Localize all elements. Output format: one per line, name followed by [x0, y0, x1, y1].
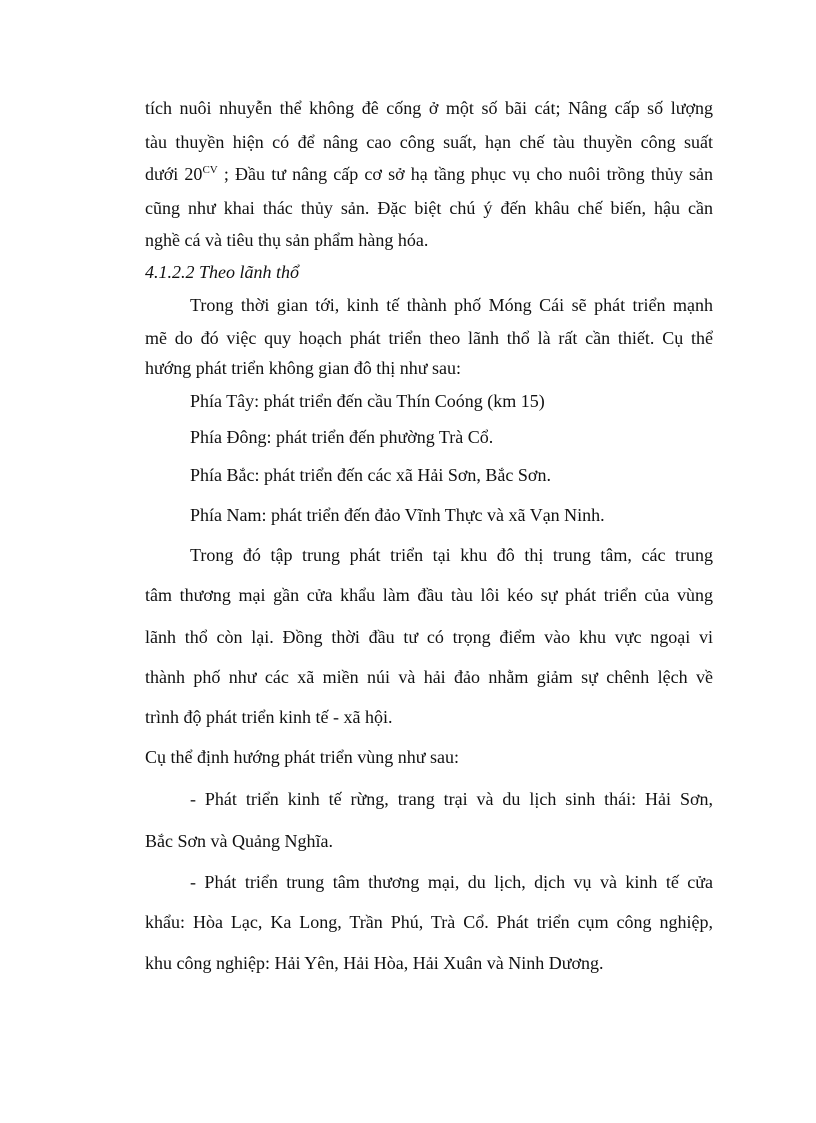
- paragraph-line: Trong đó tập trung phát triển tại khu đô thị trung tâm, các trung: [190, 545, 713, 565]
- text-span: ; Đầu tư nâng cấp cơ sở hạ tầng phục vụ cho nuôi trồng thủy sản: [217, 164, 713, 184]
- paragraph-line: tâm thương mại gần cửa khẩu làm đầu tàu lôi kéo sự phát triển của vùng: [145, 585, 713, 605]
- direction-item: Phía Đông: phát triển đến phường Trà Cổ.: [190, 427, 494, 447]
- paragraph-line: hướng phát triển không gian đô thị như sau:: [145, 358, 461, 378]
- bullet-line: Bắc Sơn và Quảng Nghĩa.: [145, 831, 333, 851]
- paragraph-line: trình độ phát triển kinh tế - xã hội.: [145, 707, 393, 727]
- paragraph-line: tích nuôi nhuyễn thể không đê cống ở một số bãi cát; Nâng cấp số lượng: [145, 98, 713, 118]
- paragraph-line: thành phố như các xã miền núi và hải đảo nhằm giảm sự chênh lệch về: [145, 667, 713, 687]
- paragraph-line: [145, 162, 713, 186]
- bullet-line: khu công nghiệp: Hải Yên, Hải Hòa, Hải Xuân và Ninh Dương.: [145, 953, 604, 973]
- paragraph-line: Cụ thể định hướng phát triển vùng như sau:: [145, 747, 459, 767]
- paragraph-line: lãnh thổ còn lại. Đồng thời đầu tư có trọng điểm vào khu vực ngoại vi: [145, 627, 713, 647]
- paragraph-line: Trong thời gian tới, kinh tế thành phố Móng Cái sẽ phát triển mạnh: [190, 295, 713, 315]
- bullet-line: khẩu: Hòa Lạc, Ka Long, Trần Phú, Trà Cổ. Phát triển cụm công nghiệp,: [145, 912, 713, 932]
- paragraph-line: mẽ do đó việc quy hoạch phát triển theo lãnh thổ là rất cần thiết. Cụ thể: [145, 328, 713, 348]
- direction-item: Phía Nam: phát triển đến đảo Vĩnh Thực và xã Vạn Ninh.: [190, 505, 605, 525]
- paragraph-line: nghề cá và tiêu thụ sản phẩm hàng hóa.: [145, 230, 429, 250]
- section-heading: 4.1.2.2 Theo lãnh thổ: [145, 262, 300, 282]
- paragraph-line: tàu thuyền hiện có để nâng cao công suất, hạn chế tàu thuyền công suất: [145, 132, 713, 152]
- text-span: dưới 20: [145, 164, 203, 184]
- paragraph-line: cũng như khai thác thủy sản. Đặc biệt chú ý đến khâu chế biến, hậu cần: [145, 198, 713, 218]
- bullet-line: - Phát triển trung tâm thương mại, du lịch, dịch vụ và kinh tế cửa: [190, 872, 713, 892]
- bullet-line: - Phát triển kinh tế rừng, trang trại và du lịch sinh thái: Hải Sơn,: [190, 789, 713, 809]
- superscript: CV: [202, 164, 218, 176]
- direction-item: Phía Tây: phát triển đến cầu Thín Coóng (km 15): [190, 391, 545, 411]
- direction-item: Phía Bắc: phát triển đến các xã Hải Sơn, Bắc Sơn.: [190, 465, 551, 485]
